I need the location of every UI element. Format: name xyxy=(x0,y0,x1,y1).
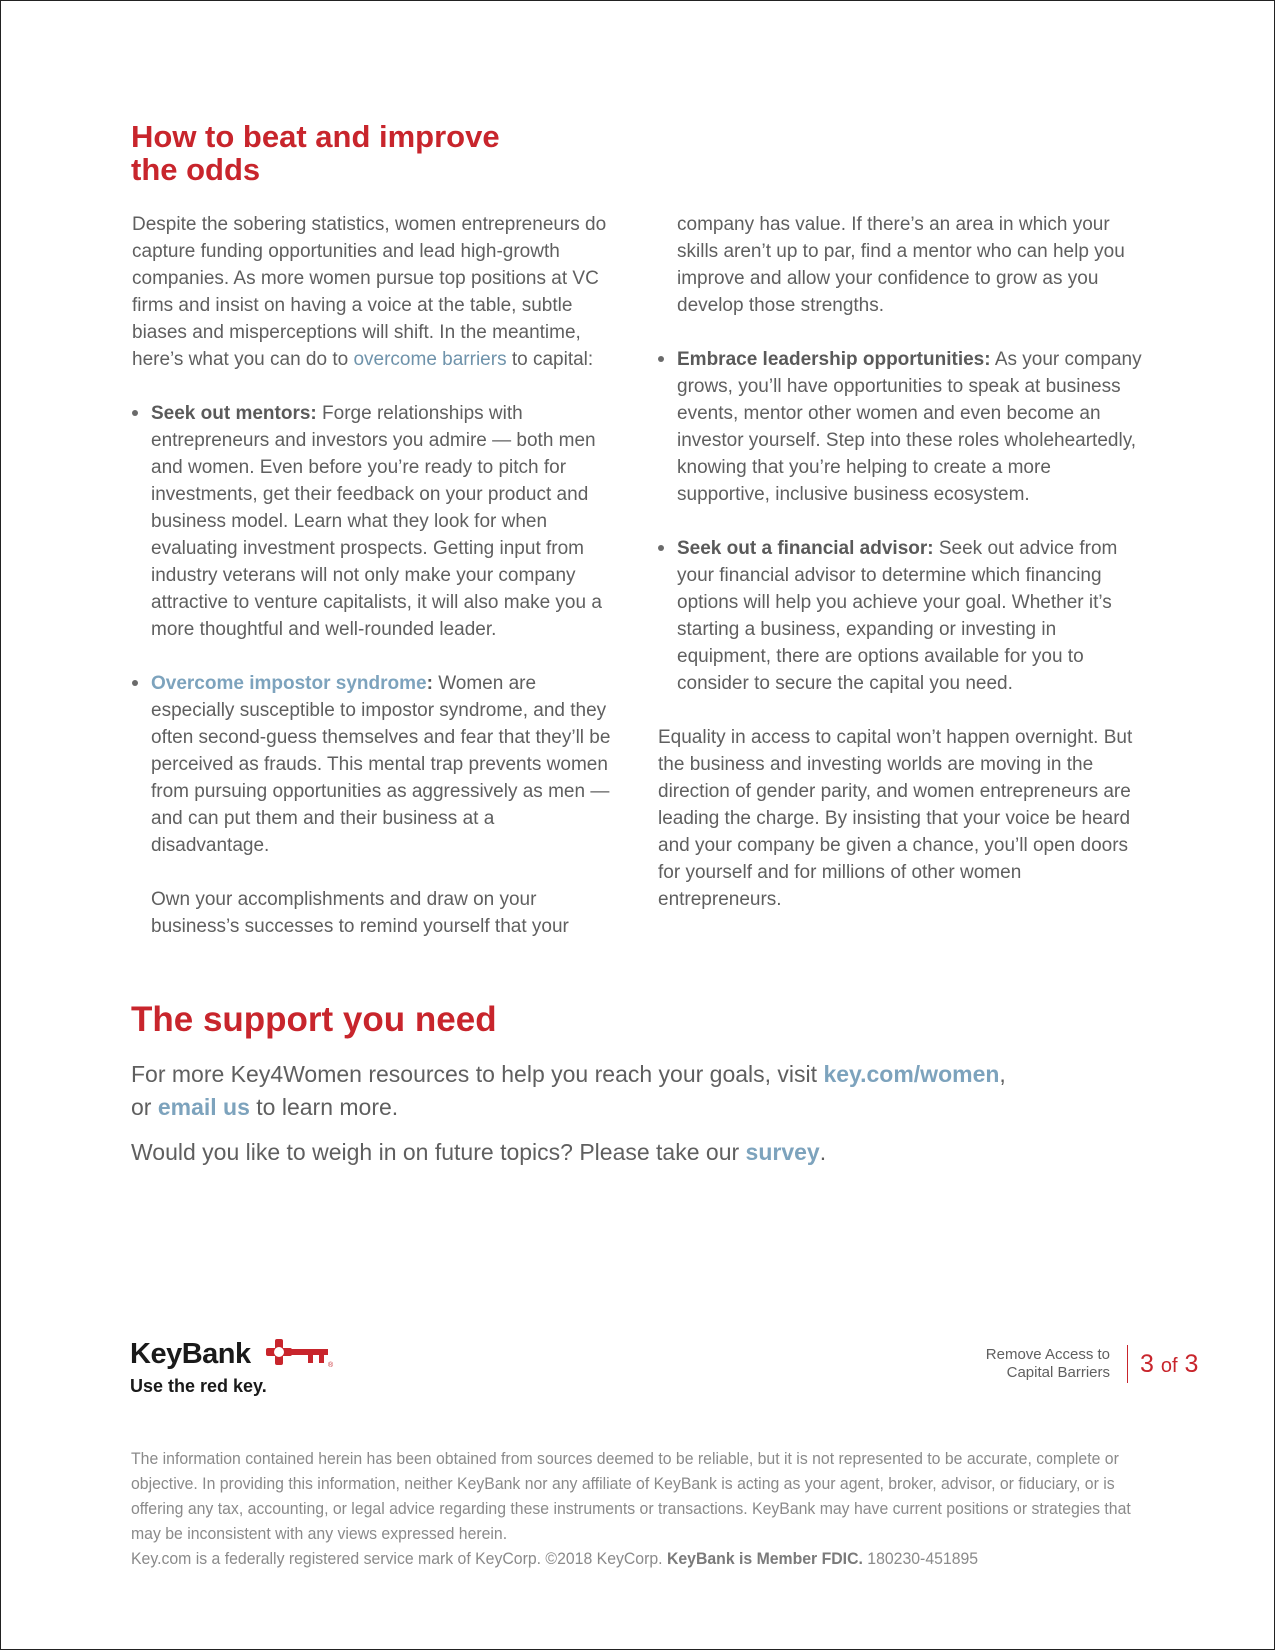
impostor-syndrome-link[interactable]: Overcome impostor syndrome xyxy=(151,673,427,694)
closing-paragraph: Equality in access to capital won’t happen overnight. But the business and investing worlds are moving in the direction of gender parity, and women entrepreneurs are leading the charge. By insisting that your voice be heard and your company be given a chance, you’ll open doors for yourself and for millions of other women entrepreneurs. xyxy=(658,727,1133,910)
bullet-financial-advisor: Seek out a financial advisor: Seek out advice from your financial advisor to determine which financing options will help you achieve your goal. Whether it’s starting a business, expanding or investing in equipment, there are options available for you to consider to secure the capital you need. xyxy=(658,535,1148,697)
right-column xyxy=(658,211,1148,913)
trademark-line: Key.com is a federally registered service mark of KeyCorp. ©2018 KeyCorp. KeyBank is Member FDIC. 180230-451895 xyxy=(131,1549,979,1568)
red-key-icon xyxy=(264,1337,334,1371)
keybank-logo xyxy=(130,1336,350,1408)
bullet-impostor-syndrome: Overcome impostor syndrome: Women are especially susceptible to impostor syndrome, and they often second-guess themselves and fear that they’ll be perceived as frauds. This mental trap prevents women from pursuing opportunities as aggressively as men — and can put them and their business at a disadvantage. xyxy=(132,670,612,859)
logo-wordmark: KeyBank xyxy=(130,1338,251,1370)
email-us-link[interactable]: email us xyxy=(157,1094,250,1120)
bullet-leadership: Embrace leadership opportunities: As your company grows, you’ll have opportunities to speak at business events, mentor other women and even become an investor yourself. Step into these roles wholeheartedly, knowing that you’re helping to create a more supportive, inclusive business ecosystem. xyxy=(658,346,1148,508)
footer-divider xyxy=(1127,1345,1128,1383)
logo-tagline: Use the red key. xyxy=(130,1376,267,1396)
support-resources-text: For more Key4Women resources to help you reach your goals, visit key.com/women, or email us to learn more. xyxy=(131,1061,1006,1120)
page-number: 3 of 3 xyxy=(1140,1350,1199,1378)
support-title: The support you need xyxy=(131,1000,497,1039)
footer-document-title: Remove Access to Capital Barriers xyxy=(985,1346,1110,1381)
left-column xyxy=(132,211,612,940)
key-com-women-link[interactable]: key.com/women xyxy=(823,1061,1000,1087)
page-title: How to beat and improve the odds xyxy=(131,119,500,187)
survey-link[interactable]: survey xyxy=(745,1139,820,1165)
bullet-seek-mentors: Seek out mentors: Forge relationships with entrepreneurs and investors you admire — both men and women. Even before you’re ready to pitch for investments, get their feedback on your product and business model. Learn what they look for when evaluating investment prospects. Getting input from industry veterans will not only make your company attractive to venture capitalists, it will also make you a more thoughtful and well-rounded leader. xyxy=(132,400,612,643)
overcome-barriers-link[interactable]: overcome barriers xyxy=(353,349,507,370)
impostor-continuation: Own your accomplishments and draw on your business’s successes to remind yourself that your xyxy=(151,889,569,937)
impostor-continuation-right: company has value. If there’s an area in which your skills aren’t up to par, find a mentor who can help you improve and allow your confidence to grow as you develop those strengths. xyxy=(677,214,1125,316)
legal-disclaimer: The information contained herein has been obtained from sources deemed to be reliable, but it is not represented to be accurate, complete or objective. In providing this information, neither KeyBank nor any affiliate of KeyBank is acting as your agent, broker, advisor, or fiduciary, or is offering any tax, accounting, or legal advice regarding these instruments or transactions. KeyBank may have current positions or strategies that may be inconsistent with any views expressed herein. Key.com is a federally registered service mark of KeyCorp. ©2018 KeyCorp. KeyBank is Member FDIC. 180230-451895 xyxy=(131,1446,1156,1571)
intro-paragraph: Despite the sobering statistics, women entrepreneurs do capture funding opportunities and lead high-growth companies. As more women pursue top positions at VC firms and insist on having a voice at the table, subtle biases and misperceptions will shift. In the meantime, here’s what you can do to overcome barriers to capital: xyxy=(132,214,607,370)
survey-text: Would you like to weigh in on future topics? Please take our survey. xyxy=(131,1139,827,1165)
svg-text:®: ® xyxy=(328,1362,334,1369)
